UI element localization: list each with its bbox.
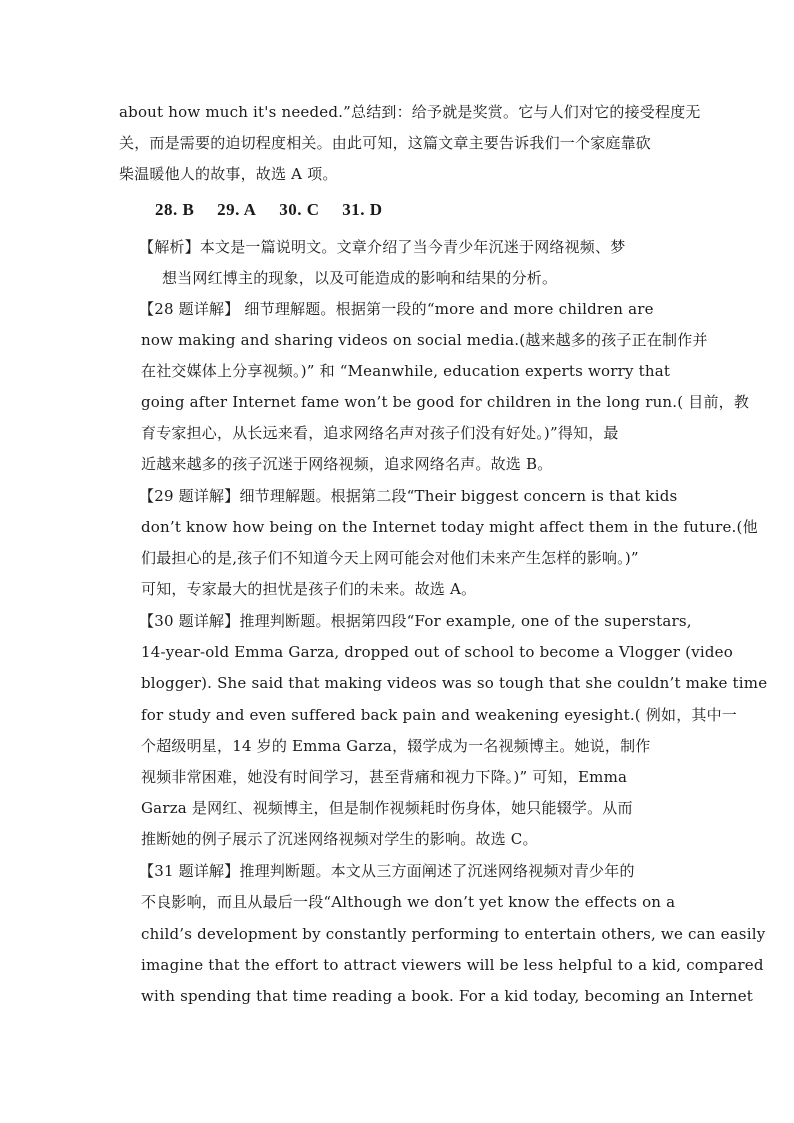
q29-detail-line: 【29 题详解】细节理解题。根据第二段“Their biggest concern is that kids	[139, 487, 678, 505]
answer-29: 29. A	[217, 200, 257, 219]
text-line: 关，而是需要的迫切程度相关。由此可知，这篇文章主要告诉我们一个家庭靠砍	[119, 134, 652, 152]
q28-detail-line: now making and sharing videos on social media.(越来越多的孩子正在制作并	[141, 331, 708, 349]
q30-detail-line: 个超级明星，14 岁的 Emma Garza，辍学成为一名视频博主。她说，制作	[141, 737, 651, 755]
answer-31: 31. D	[342, 200, 383, 219]
answer-30: 30. C	[279, 200, 320, 219]
text-line: 柴温暖他人的故事，故选 A 项。	[119, 165, 338, 183]
q28-detail-line: 在社交媒体上分享视频。)” 和 “Meanwhile, education experts worry that	[141, 362, 671, 380]
q30-detail-line: 推断她的例子展示了沉迷网络视频对学生的影响。故选 C。	[141, 830, 538, 848]
answer-28: 28. B	[155, 200, 195, 219]
analysis-line: 【解析】本文是一篇说明文。文章介绍了当今青少年沉迷于网络视频、梦	[139, 238, 626, 256]
q31-detail-line: child’s development by constantly performing to entertain others, we can easily	[141, 925, 766, 943]
q30-detail-line: for study and even suffered back pain and weakening eyesight.( 例如，其中一	[141, 706, 738, 724]
q28-detail-line: going after Internet fame won’t be good for children in the long run.( 目前，教	[141, 393, 750, 411]
q29-detail-line: 们最担心的是,孩子们不知道今天上网可能会对他们未来产生怎样的影响。)”	[141, 549, 639, 567]
q28-detail-line: 【28 题详解】 细节理解题。根据第一段的“more and more children are	[139, 300, 654, 318]
answer-key	[155, 200, 401, 220]
q31-detail-line: with spending that time reading a book. For a kid today, becoming an Internet	[141, 987, 754, 1005]
q29-detail-line: don’t know how being on the Internet today might affect them in the future.(他	[141, 518, 758, 536]
q28-detail-line: 近越来越多的孩子沉迷于网络视频，追求网络名声。故选 B。	[141, 455, 553, 473]
q30-detail-line: 视频非常困难，她没有时间学习，甚至背痛和视力下降。)” 可知，Emma	[141, 768, 628, 786]
q31-detail-line: 【31 题详解】推理判断题。本文从三方面阐述了沉迷网络视频对青少年的	[139, 862, 635, 880]
q29-detail-line: 可知，专家最大的担忧是孩子们的未来。故选 A。	[141, 580, 477, 598]
q30-detail-line: Garza 是网红、视频博主，但是制作视频耗时伤身体，她只能辍学。从而	[141, 799, 633, 817]
q30-detail-line: 14-year-old Emma Garza, dropped out of school to become a Vlogger (video	[141, 643, 733, 661]
q30-detail-line: 【30 题详解】推理判断题。根据第四段“For example, one of the superstars,	[139, 612, 692, 630]
q31-detail-line: 不良影响，而且从最后一段“Although we don’t yet know the effects on a	[141, 893, 676, 911]
text-line: about how much it's needed.”总结到：给予就是奖赏。它与人们对它的接受程度无	[119, 103, 701, 121]
analysis-line: 想当网红博主的现象，以及可能造成的影响和结果的分析。	[162, 269, 558, 287]
q28-detail-line: 育专家担心，从长远来看，追求网络名声对孩子们没有好处。)”得知，最	[141, 424, 619, 442]
q31-detail-line: imagine that the effort to attract viewers will be less helpful to a kid, compared	[141, 956, 764, 974]
q30-detail-line: blogger). She said that making videos was so tough that she couldn’t make time	[141, 674, 768, 692]
